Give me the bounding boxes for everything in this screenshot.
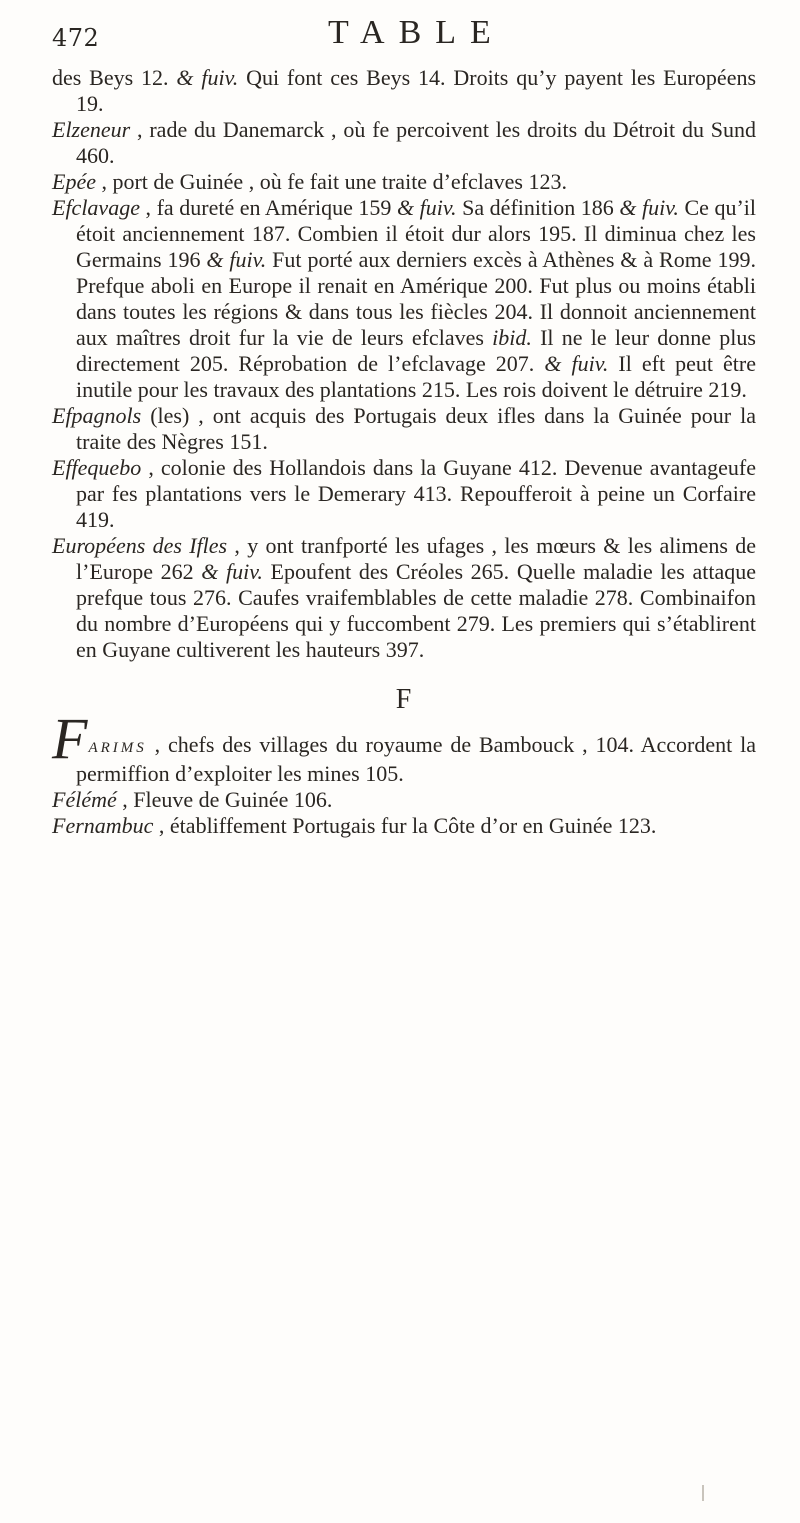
entry-reference-italic: & fuiv. [544, 351, 609, 376]
entry-term: Européens des Ifles [52, 533, 228, 558]
entry-text: Epoufent des Créoles 265. Quelle maladie les attaque prefque tous 276. Caufes vraifemblables de cette maladie 278. Combinaifon du nombre d’Européens qui y fuccombent 279. Les premiers qui s’établirent en Guyane cultiverent les hauteurs 397. [76, 559, 757, 662]
entry-text: des Beys 12. [52, 65, 177, 90]
entry-term: Effequebo [52, 455, 142, 480]
index-entry [52, 787, 756, 813]
entry-reference-italic: & fuiv. [206, 247, 267, 272]
entry-reference-italic: & fuiv. [176, 65, 239, 90]
entry-term: Félémé [52, 787, 117, 812]
index-entry [52, 533, 756, 663]
index-entry [52, 195, 756, 403]
entry-term: Fernambuc [52, 813, 154, 838]
drop-cap: F [52, 706, 88, 771]
entry-text: Ce qu’il étoit anciennement 187. Combien il étoit dur alors 195. Il diminua chez les Germains 196 [76, 195, 757, 272]
entry-text: , établiffement Portugais fur la Côte d’or en Guinée 123. [153, 813, 657, 838]
index-entry [52, 117, 756, 169]
entry-term: Efclavage [52, 195, 140, 220]
entry-text: , fa dureté en Amérique 159 [139, 195, 397, 220]
entry-text: , colonie des Hollandois dans la Guyane 412. Devenue avantageufe par fes plantations vers le Demerary 413. Repoufferoit à peine un Corfaire 419. [76, 455, 756, 532]
index-entry [52, 813, 756, 839]
index-body [52, 65, 756, 839]
entry-term: Elzeneur [52, 117, 131, 142]
entry-text: , rade du Danemarck , où fe percoivent les droits du Détroit du Sund 460. [76, 117, 756, 168]
entry-reference-italic: & fuiv. [619, 195, 679, 220]
index-entry [52, 403, 756, 455]
entry-reference-italic: & fuiv. [397, 195, 457, 220]
entry-text: Il eft peut être inutile pour les travaux des plantations 215. Les rois doivent le détruire 219. [76, 351, 756, 402]
index-entries-f [52, 787, 756, 839]
entry-term: Epée [52, 169, 96, 194]
entry-term-smallcaps: ARIMS [88, 740, 147, 756]
running-head: TABLE [328, 14, 505, 51]
index-entries-e [52, 65, 756, 663]
entry-text: , y ont tranfporté les ufages , les mœurs & les alimens de l’Europe 262 [76, 533, 756, 584]
index-entry [52, 169, 756, 195]
index-entry-farims [52, 706, 756, 787]
entry-term: Efpagnols [52, 403, 142, 428]
entry-text: , chefs des villages du royaume de Bambouck , 104. Accordent la permiffion d’exploiter les mines 105. [76, 732, 756, 786]
entry-text: , port de Guinée , où fe fait une traite d’efclaves 123. [95, 169, 567, 194]
index-entry [52, 65, 756, 117]
entry-reference-italic: & fuiv. [201, 559, 263, 584]
section-letter: F [395, 684, 413, 715]
entry-text: , Fleuve de Guinée 106. [116, 787, 333, 812]
entry-reference-italic: ibid. [492, 325, 532, 350]
page-header [52, 14, 752, 56]
entry-text: Fut porté aux derniers excès à Athènes & à Rome 199. Prefque aboli en Europe il renait en Amérique 200. Fut plus ou moins établi dans toutes les régions & dans tous les fiècles 204. Il donnoit anciennement aux maîtres droit fur la vie de leurs efclaves [76, 247, 756, 350]
page-number: 472 [52, 24, 100, 52]
paper-mark [702, 1485, 704, 1501]
entry-text: Il ne le leur donne plus directement 205. Réprobation de l’efclavage 207. [76, 325, 756, 376]
entry-text: Sa définition 186 [456, 195, 620, 220]
entry-text: (les) , ont acquis des Portugais deux ifles dans la Guinée pour la traite des Nègres 151. [76, 403, 756, 454]
index-entry [52, 455, 756, 533]
entry-text: Qui font ces Beys 14. Droits qu’y payent les Européens 19. [76, 65, 757, 116]
